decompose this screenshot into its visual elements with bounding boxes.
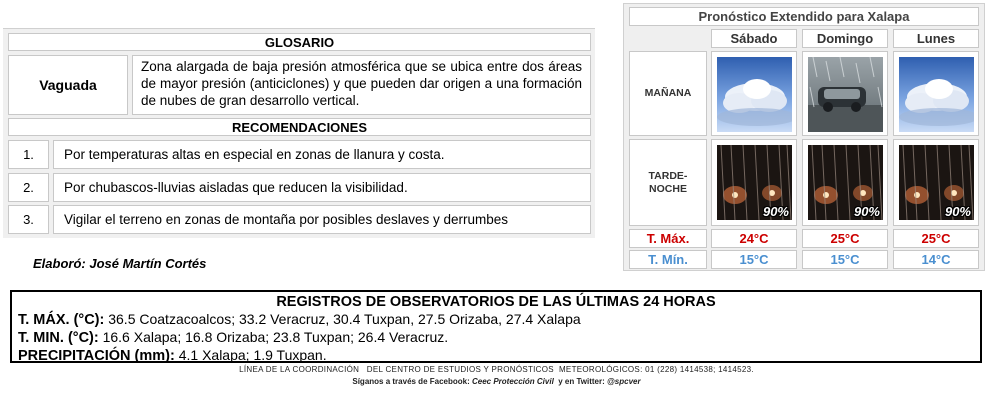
period-label-evening-line1: TARDE- <box>648 169 688 182</box>
recommendation-text: Por chubascos-lluvias aisladas que reducen la visibilidad. <box>53 173 591 202</box>
records-tmin-values: 16.6 Xalapa; 16.8 Orizaba; 23.8 Tuxpan; 26.4 Veracruz. <box>98 329 449 345</box>
contact-line: LÍNEA DE LA COORDINACIÓN DEL CENTRO DE ESTUDIOS Y PRONÓSTICOS METEOROLÓGICOS: 01 (228) 1414538; 1414523. <box>239 365 754 374</box>
tmin-value: 15°C <box>802 250 888 269</box>
social-line <box>0 377 993 386</box>
records-tmax <box>18 311 974 329</box>
cloudy-sky-icon <box>899 57 974 132</box>
tmin-label: T. Mín. <box>629 250 707 269</box>
records-precip <box>18 347 974 365</box>
night-rain-icon <box>717 145 792 220</box>
records-tmax-label: T. MÁX. (°C): <box>18 312 105 328</box>
glossary-term: Vaguada <box>8 55 128 115</box>
precipitation-chance: 90% <box>762 204 789 219</box>
tmax-value: 25°C <box>893 229 979 248</box>
recommendation-row <box>8 205 591 234</box>
facebook-link[interactable]: Ceec Protección Civil <box>471 377 554 386</box>
period-label-morning: MAÑANA <box>629 51 707 136</box>
recommendation-row <box>8 140 591 169</box>
glossary-title: GLOSARIO <box>8 33 591 51</box>
rain-car-icon <box>808 57 883 132</box>
period-label-evening <box>629 139 707 226</box>
forecast-title: Pronóstico Extendido para Xalapa <box>629 7 979 26</box>
period-label-evening-line2: NOCHE <box>649 182 687 195</box>
recommendation-row <box>8 173 591 202</box>
forecast-day-saturday: Sábado <box>711 29 797 48</box>
records-tmax-values: 36.5 Coatzacoalcos; 33.2 Veracruz, 30.4 Tuxpan, 27.5 Orizaba, 27.4 Xalapa <box>104 311 581 327</box>
night-rain-icon <box>808 145 883 220</box>
tmax-value: 25°C <box>802 229 888 248</box>
social-prefix: Síganos a través de Facebook: <box>352 377 472 386</box>
precipitation-chance: 90% <box>944 204 971 219</box>
recommendation-text: Vigilar el terreno en zonas de montaña por posibles deslaves y derrumbes <box>53 205 591 234</box>
extended-forecast-panel <box>623 3 985 271</box>
forecast-cell <box>893 139 979 226</box>
observatory-records <box>10 290 982 363</box>
tmax-label: T. Máx. <box>629 229 707 248</box>
forecast-cell <box>711 139 797 226</box>
recommendation-text: Por temperaturas altas en especial en zonas de llanura y costa. <box>53 140 591 169</box>
info-panel <box>3 28 595 238</box>
recommendations-title: RECOMENDACIONES <box>8 118 591 136</box>
precipitation-chance: 90% <box>853 204 880 219</box>
recommendation-number: 3. <box>8 205 49 234</box>
records-tmin-label: T. MIN. (°C): <box>18 330 99 346</box>
night-rain-icon <box>899 145 974 220</box>
twitter-link[interactable]: @spcver <box>607 377 641 386</box>
records-title: REGISTROS DE OBSERVATORIOS DE LAS ÚLTIMAS 24 HORAS <box>276 294 716 310</box>
recommendation-number: 1. <box>8 140 49 169</box>
social-mid: y en Twitter: <box>553 377 607 386</box>
glossary-definition: Zona alargada de baja presión atmosférica que se ubica entre dos áreas de mayor presión (anticiclones) y que pueden dar origen a una formación de nubes de gran desarrollo vertical. <box>132 55 591 115</box>
forecast-cell <box>802 139 888 226</box>
cloudy-sky-icon <box>717 57 792 132</box>
forecast-day-sunday: Domingo <box>802 29 888 48</box>
tmin-value: 14°C <box>893 250 979 269</box>
author-credit: Elaboró: José Martín Cortés <box>33 256 207 271</box>
forecast-day-monday: Lunes <box>893 29 979 48</box>
recommendation-number: 2. <box>8 173 49 202</box>
forecast-cell <box>711 51 797 136</box>
tmin-value: 15°C <box>711 250 797 269</box>
records-precip-values: 4.1 Xalapa; 1.9 Tuxpan. <box>174 347 327 363</box>
forecast-cell <box>802 51 888 136</box>
records-tmin <box>18 329 974 347</box>
forecast-cell <box>893 51 979 136</box>
tmax-value: 24°C <box>711 229 797 248</box>
records-precip-label: PRECIPITACIÓN (mm): <box>18 348 175 364</box>
